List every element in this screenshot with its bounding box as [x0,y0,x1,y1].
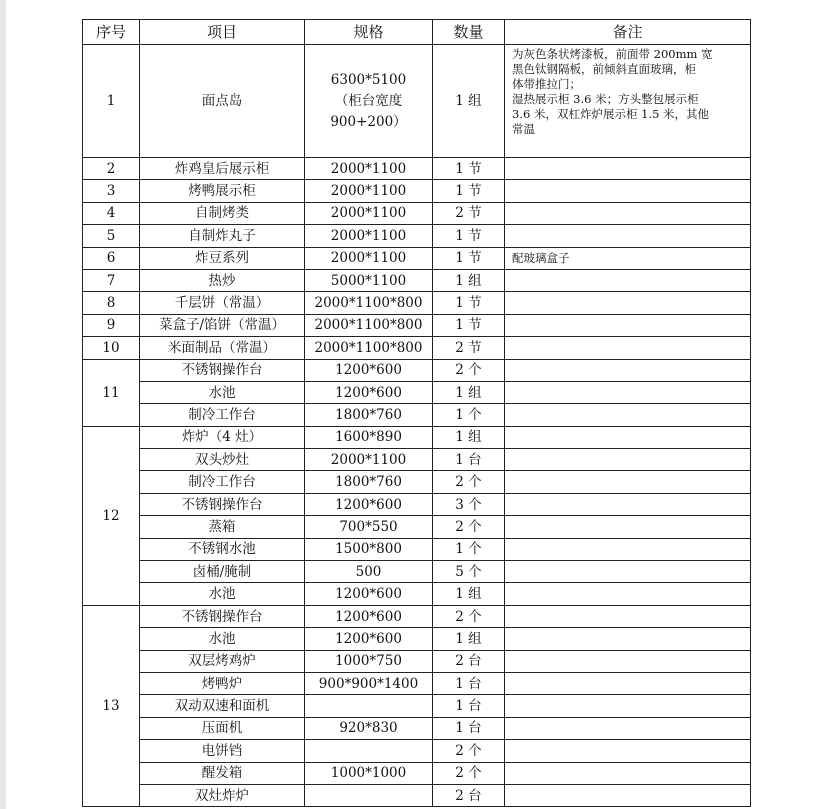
cell-spec: 6300*5100 （柜台宽度 900+200） [305,45,433,158]
cell-item: 烤鸭炉 [140,672,305,694]
cell-no: 12 [83,426,140,605]
cell-spec: 1800*760 [305,471,433,493]
cell-item: 双头炒灶 [140,449,305,471]
table-row [83,359,751,381]
cell-item: 醒发箱 [140,762,305,784]
cell-spec: 2000*1100*800 [305,292,433,314]
cell-item: 制冷工作台 [140,404,305,426]
cell-spec: 1200*600 [305,493,433,515]
cell-qty: 1 节 [433,180,505,202]
cell-item: 卤桶/腌制 [140,561,305,583]
table-row [83,158,751,180]
table-row [83,337,751,359]
cell-item: 热炒 [140,269,305,291]
table-row [83,225,751,247]
cell-note [505,292,751,314]
cell-spec: 5000*1100 [305,269,433,291]
table-row [83,269,751,291]
cell-note [505,381,751,403]
cell-item: 菜盒子/馅饼（常温） [140,314,305,336]
cell-spec: 2000*1100*800 [305,337,433,359]
cell-qty: 1 组 [433,45,505,158]
table-row [83,784,751,806]
header-note: 备注 [505,20,751,45]
table-row [83,605,751,627]
cell-no: 9 [83,314,140,336]
table-row [83,583,751,605]
cell-item: 炸炉（4 灶） [140,426,305,448]
cell-no: 5 [83,225,140,247]
cell-item: 蒸箱 [140,516,305,538]
cell-qty: 5 个 [433,561,505,583]
table-row [83,717,751,739]
cell-qty: 1 台 [433,449,505,471]
cell-spec: 1600*890 [305,426,433,448]
cell-qty: 1 节 [433,158,505,180]
cell-qty: 1 组 [433,269,505,291]
cell-item: 压面机 [140,717,305,739]
table-row [83,202,751,224]
cell-spec: 1000*750 [305,650,433,672]
cell-note [505,561,751,583]
cell-note [505,628,751,650]
header-no: 序号 [83,20,140,45]
cell-qty: 1 组 [433,628,505,650]
cell-no: 1 [83,45,140,158]
cell-item: 烤鸭展示柜 [140,180,305,202]
cell-note: 配玻璃盒子 [505,247,751,269]
cell-spec: 1200*600 [305,628,433,650]
cell-qty: 1 组 [433,583,505,605]
page-left-edge [0,0,6,809]
cell-qty: 1 节 [433,247,505,269]
table-row [83,561,751,583]
cell-item: 水池 [140,381,305,403]
cell-spec [305,695,433,717]
table-body [83,45,751,807]
header-item: 项目 [140,20,305,45]
cell-note [505,158,751,180]
cell-note [505,337,751,359]
cell-note [505,202,751,224]
cell-note [505,471,751,493]
cell-note [505,516,751,538]
cell-item: 面点岛 [140,45,305,158]
cell-item: 不锈钢操作台 [140,359,305,381]
cell-item: 自制烤类 [140,202,305,224]
cell-qty: 1 组 [433,426,505,448]
cell-qty: 2 节 [433,202,505,224]
cell-item: 双灶炸炉 [140,784,305,806]
cell-qty: 3 个 [433,493,505,515]
table-row [83,404,751,426]
table-row [83,628,751,650]
cell-note [505,717,751,739]
table-row [83,650,751,672]
cell-no: 8 [83,292,140,314]
cell-spec: 2000*1100 [305,180,433,202]
cell-spec: 2000*1100*800 [305,314,433,336]
cell-qty: 2 个 [433,740,505,762]
cell-qty: 1 台 [433,672,505,694]
cell-spec [305,740,433,762]
cell-note [505,404,751,426]
cell-item: 制冷工作台 [140,471,305,493]
cell-note [505,672,751,694]
table-row [83,314,751,336]
cell-qty: 1 台 [433,717,505,739]
cell-spec: 900*900*1400 [305,672,433,694]
cell-note [505,426,751,448]
table-row [83,493,751,515]
table-row [83,762,751,784]
cell-note [505,180,751,202]
cell-note [505,605,751,627]
cell-note [505,784,751,806]
table-row [83,516,751,538]
table-row [83,426,751,448]
cell-qty: 1 节 [433,292,505,314]
cell-item: 不锈钢操作台 [140,605,305,627]
header-qty: 数量 [433,20,505,45]
table-row [83,672,751,694]
header-spec: 规格 [305,20,433,45]
cell-spec: 1500*800 [305,538,433,560]
table-row [83,471,751,493]
cell-qty: 2 个 [433,359,505,381]
cell-note [505,449,751,471]
table-header-row [83,20,751,45]
cell-note [505,583,751,605]
cell-no: 13 [83,605,140,807]
cell-spec [305,784,433,806]
cell-spec: 2000*1100 [305,449,433,471]
cell-spec: 2000*1100 [305,158,433,180]
cell-item: 双层烤鸡炉 [140,650,305,672]
cell-qty: 2 台 [433,784,505,806]
cell-spec: 500 [305,561,433,583]
table-row [83,45,751,158]
cell-spec: 2000*1100 [305,202,433,224]
cell-qty: 2 个 [433,762,505,784]
cell-note [505,695,751,717]
cell-qty: 2 个 [433,471,505,493]
cell-note [505,650,751,672]
cell-no: 6 [83,247,140,269]
table-row [83,449,751,471]
cell-spec: 1000*1000 [305,762,433,784]
table-row [83,292,751,314]
cell-note [505,314,751,336]
cell-no: 3 [83,180,140,202]
cell-note [505,269,751,291]
equipment-spec-table [82,19,751,807]
cell-spec: 1800*760 [305,404,433,426]
cell-item: 电饼铛 [140,740,305,762]
cell-note [505,225,751,247]
cell-qty: 2 个 [433,605,505,627]
cell-item: 双动双速和面机 [140,695,305,717]
table-row [83,695,751,717]
cell-spec: 1200*600 [305,359,433,381]
cell-spec: 1200*600 [305,583,433,605]
cell-no: 2 [83,158,140,180]
cell-item: 水池 [140,628,305,650]
cell-note [505,538,751,560]
table-row [83,381,751,403]
cell-qty: 2 个 [433,516,505,538]
cell-item: 自制炸丸子 [140,225,305,247]
cell-spec: 700*550 [305,516,433,538]
cell-spec: 2000*1100 [305,225,433,247]
cell-qty: 1 节 [433,314,505,336]
cell-item: 炸鸡皇后展示柜 [140,158,305,180]
cell-qty: 2 节 [433,337,505,359]
cell-item: 千层饼（常温） [140,292,305,314]
cell-note [505,359,751,381]
table-row [83,740,751,762]
table-row [83,538,751,560]
cell-spec: 1200*600 [305,605,433,627]
table-row [83,180,751,202]
cell-note: 为灰色条状烤漆板，前面带 200mm 宽 黑色钛钢隔板，前倾斜直面玻璃，柜 体带推拉门； 湿热展示柜 3.6 米；方头整包展示柜 3.6 米，双杠炸炉展示柜 1.5 米，其他 常温 [505,45,751,158]
cell-qty: 2 台 [433,650,505,672]
cell-item: 水池 [140,583,305,605]
cell-item: 不锈钢水池 [140,538,305,560]
cell-item: 炸豆系列 [140,247,305,269]
cell-qty: 1 个 [433,404,505,426]
cell-qty: 1 个 [433,538,505,560]
table-row [83,247,751,269]
cell-note [505,740,751,762]
cell-item: 米面制品（常温） [140,337,305,359]
cell-spec: 1200*600 [305,381,433,403]
cell-qty: 1 台 [433,695,505,717]
cell-note [505,493,751,515]
cell-qty: 1 节 [433,225,505,247]
cell-spec: 920*830 [305,717,433,739]
cell-no: 10 [83,337,140,359]
cell-item: 不锈钢操作台 [140,493,305,515]
cell-note [505,762,751,784]
cell-qty: 1 组 [433,381,505,403]
cell-no: 7 [83,269,140,291]
cell-no: 11 [83,359,140,426]
cell-no: 4 [83,202,140,224]
cell-spec: 2000*1100 [305,247,433,269]
